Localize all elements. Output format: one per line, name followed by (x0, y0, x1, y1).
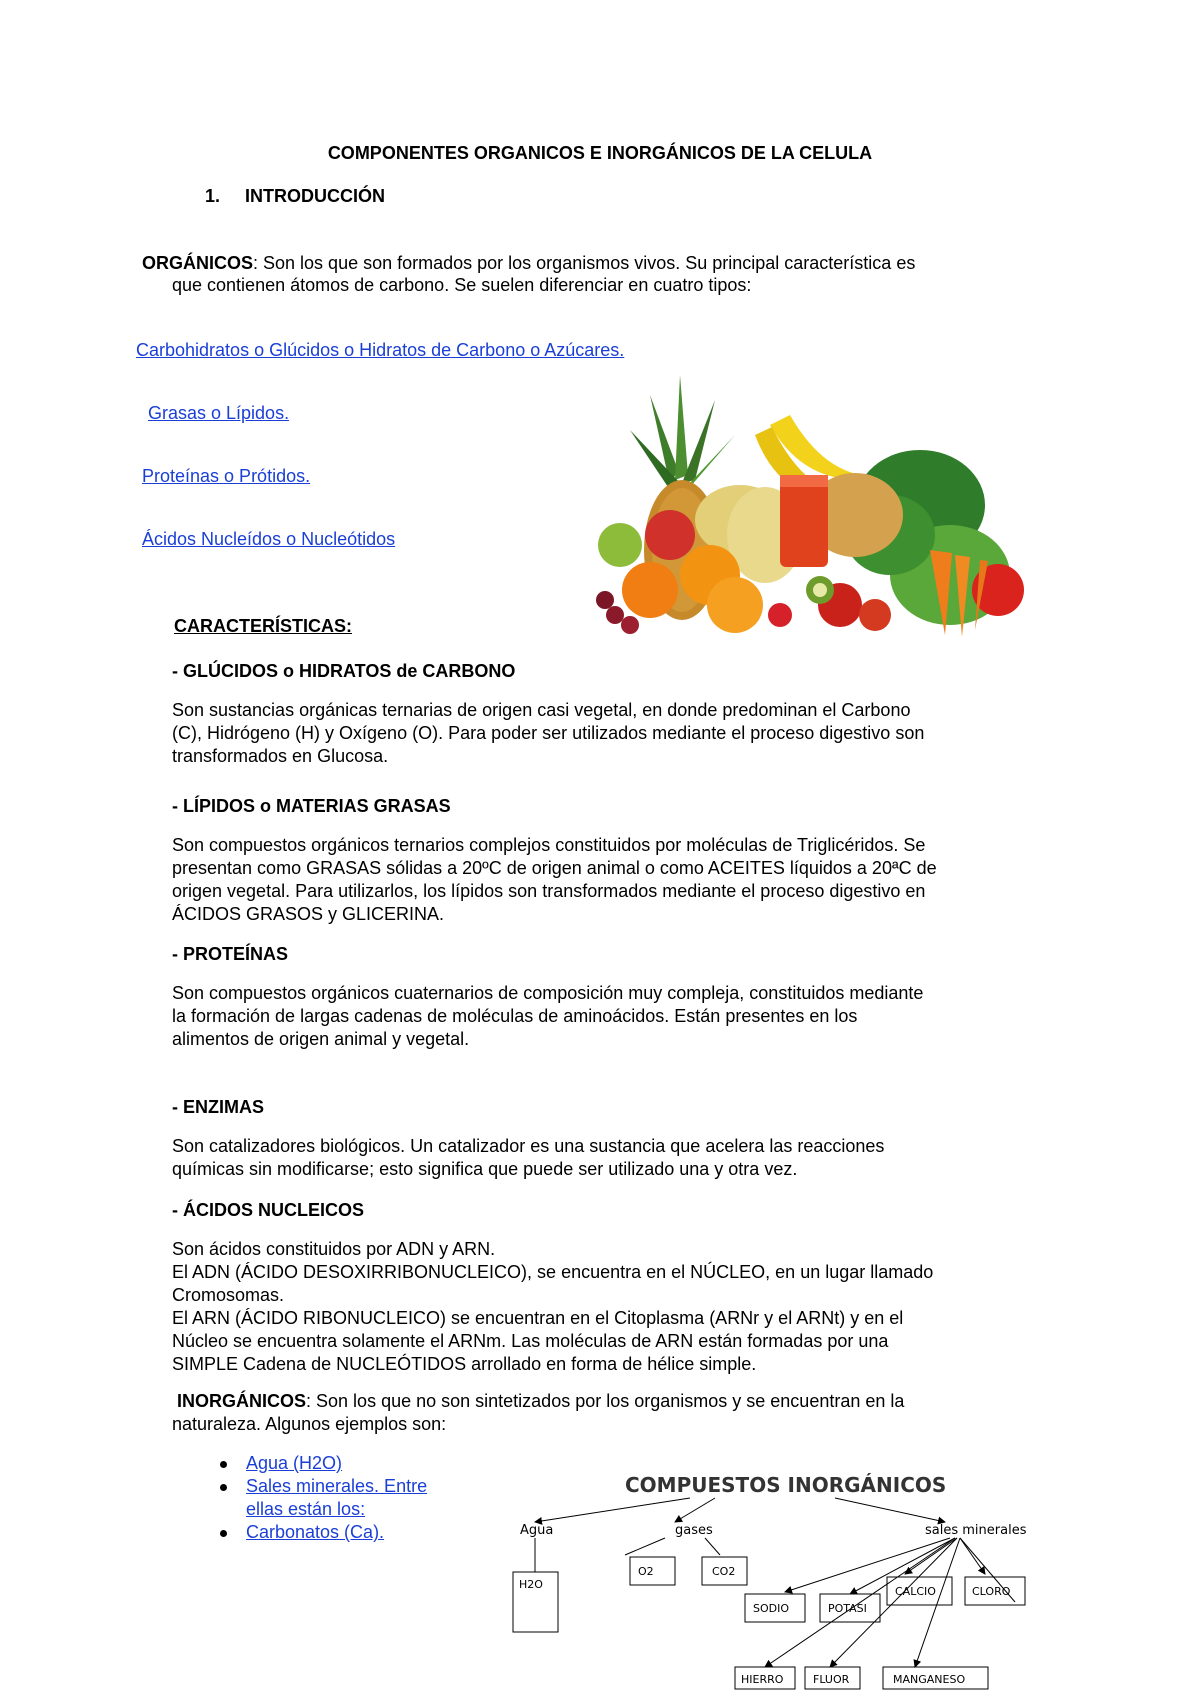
section-line: (C), Hidrógeno (H) y Oxígeno (O). Para poder ser utilizados mediante el proceso digestivo son (172, 723, 925, 743)
section-line: origen vegetal. Para utilizarlos, los lípidos son transformados mediante el proceso digestivo en (172, 881, 926, 901)
intro-heading (205, 186, 385, 207)
list-item (200, 1475, 500, 1521)
bullet-icon (220, 1530, 227, 1537)
section-line: Son compuestos orgánicos cuaternarios de composición muy compleja, constituidos mediante (172, 983, 924, 1003)
section-heading: - ÁCIDOS NUCLEICOS (172, 1200, 365, 1220)
arrow-gases (675, 1498, 715, 1522)
diagram-sodio: SODIO (753, 1602, 790, 1615)
section-heading: - PROTEÍNAS (172, 944, 289, 964)
diagram-co2: CO2 (712, 1565, 736, 1578)
section-enzimas (172, 1096, 1032, 1181)
organicos-paragraph (142, 252, 1042, 296)
section-line: SIMPLE Cadena de NUCLEÓTIDOS arrollado en forma de hélice simple. (172, 1354, 757, 1374)
inorganicos-paragraph (172, 1390, 1032, 1436)
section-line: Son sustancias orgánicas ternarias de origen casi vegetal, en donde predominan el Carbono (172, 700, 911, 720)
link-agua[interactable]: Agua (H2O) (246, 1453, 343, 1473)
inorganic-compounds-diagram (505, 1462, 1060, 1692)
section-heading: - LÍPIDOS o MATERIAS GRASAS (172, 796, 451, 816)
diagram-potasio: POTASI (828, 1602, 867, 1615)
section-line: ÁCIDOS GRASOS y GLICERINA. (172, 904, 445, 924)
diagram-hierro: HIERRO (741, 1673, 784, 1686)
apple-icon (598, 523, 642, 567)
link-carbohidratos[interactable]: Carbohidratos o Glúcidos o Hidratos de Carbono o Azúcares. (136, 340, 625, 360)
section-line: químicas sin modificarse; esto significa que puede ser utilizado una y otra vez. (172, 1159, 798, 1179)
section-line: Son compuestos orgánicos ternarios complejos constituidos por moléculas de Triglicéridos. Se (172, 835, 926, 855)
intro-heading-label: INTRODUCCIÓN (245, 186, 385, 206)
link-proteinas[interactable]: Proteínas o Prótidos. (142, 466, 311, 486)
diagram-fluor: FLUOR (813, 1673, 850, 1686)
section-line: Cromosomas. (172, 1285, 285, 1305)
section-line: Son ácidos constituidos por ADN y ARN. (172, 1239, 496, 1259)
section-proteinas (172, 943, 1032, 1051)
link-acidos[interactable]: Ácidos Nucleídos o Nucleótidos (142, 529, 396, 549)
bullet-icon (220, 1461, 227, 1468)
caracteristicas-heading: CARACTERÍSTICAS: (174, 616, 352, 636)
inorganicos-label: INORGÁNICOS (177, 1391, 307, 1411)
list-item (200, 1452, 500, 1475)
organicos-label: ORGÁNICOS (142, 253, 254, 273)
inorganicos-line2: naturaleza. Algunos ejemplos son: (172, 1414, 447, 1434)
diagram-sales: sales minerales (925, 1523, 1027, 1538)
diagram-cloro: CLORO (972, 1585, 1011, 1598)
link-grasas[interactable]: Grasas o Lípidos. (148, 403, 290, 423)
link-sales-minerales[interactable]: Sales minerales. Entre (246, 1476, 428, 1496)
section-acidos-nucleicos (172, 1199, 1032, 1376)
section-line: El ADN (ÁCIDO DESOXIRRIBONUCLEICO), se encuentra en el NÚCLEO, en un lugar llamado (172, 1262, 934, 1282)
section-line: la formación de largas cadenas de moléculas de aminoácidos. Están presentes en los (172, 1006, 858, 1026)
organicos-line1: : Son los que son formados por los organismos vivos. Su principal característica es (253, 253, 916, 273)
inorganic-examples-list (200, 1452, 500, 1544)
section-line: alimentos de origen animal y vegetal. (172, 1029, 470, 1049)
section-heading: - GLÚCIDOS o HIDRATOS de CARBONO (172, 661, 516, 681)
diagram-agua: Agua (520, 1523, 554, 1538)
fruit-vegetables-image (590, 375, 1030, 645)
inorganicos-line1: : Son los que no son sintetizados por los organismos y se encuentran en la (306, 1391, 905, 1411)
arrow-sales (835, 1498, 945, 1522)
link-sales-minerales-cont[interactable]: ellas están los: (246, 1499, 366, 1519)
diagram-manganeso: MANGANESO (893, 1673, 966, 1686)
page-title: COMPONENTES ORGANICOS E INORGÁNICOS DE LA CELULA (327, 143, 873, 163)
diagram-title: COMPUESTOS INORGÁNICOS (625, 1473, 947, 1497)
section-heading: - ENZIMAS (172, 1097, 264, 1117)
diagram-h2o: H2O (519, 1578, 543, 1591)
diagram-gases: gases (675, 1523, 713, 1538)
section-lipidos (172, 795, 1032, 926)
section-line: Son catalizadores biológicos. Un catalizador es una sustancia que acelera las reacciones (172, 1136, 885, 1156)
diagram-calcio: CALCIO (895, 1585, 936, 1598)
arrow-agua (535, 1498, 690, 1522)
list-item (200, 1521, 500, 1544)
bullet-icon (220, 1484, 227, 1491)
juice-glass-icon (780, 475, 828, 567)
section-line: El ARN (ÁCIDO RIBONUCLEICO) se encuentran en el Citoplasma (ARNr y el ARNt) y en el (172, 1308, 904, 1328)
section-line: transformados en Glucosa. (172, 746, 389, 766)
organicos-line2: que contienen átomos de carbono. Se suelen diferenciar en cuatro tipos: (172, 275, 752, 295)
intro-heading-number: 1. (205, 186, 221, 206)
link-carbonatos[interactable]: Carbonatos (Ca). (246, 1522, 385, 1542)
diagram-o2: O2 (638, 1565, 654, 1578)
section-line: presentan como GRASAS sólidas a 20ºC de origen animal o como ACEITES líquidos a 20ªC de (172, 858, 937, 878)
section-line: Núcleo se encuentra solamente el ARNm. Las moléculas de ARN están formadas por una (172, 1331, 889, 1351)
section-glucidos (172, 660, 1032, 768)
